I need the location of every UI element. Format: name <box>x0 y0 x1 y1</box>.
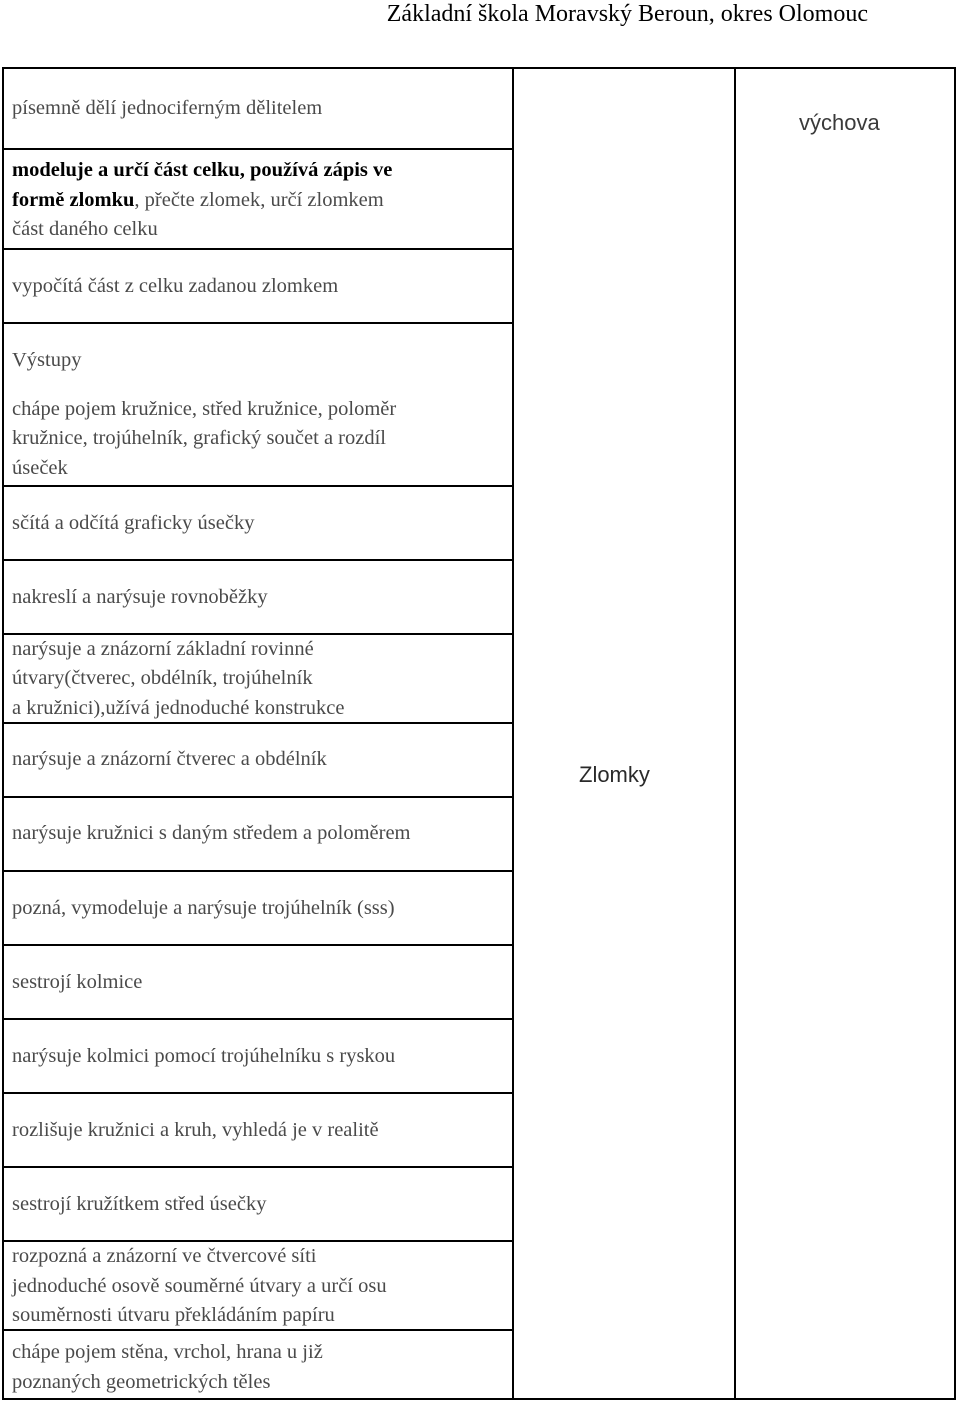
row-divider <box>4 1166 512 1168</box>
subject-label-vychova: výchova <box>799 110 880 135</box>
output-line <box>12 186 507 216</box>
output-cell <box>12 1042 507 1072</box>
output-line: narýsuje kolmici pomocí trojúhelníku s ryskou <box>12 1045 396 1067</box>
row-divider <box>4 944 512 946</box>
output-line: nakreslí a narýsuje rovnoběžky <box>12 586 268 608</box>
output-line: rozpozná a znázorní ve čtvercové síti <box>12 1245 317 1267</box>
row-divider <box>4 559 512 561</box>
output-cell <box>12 272 507 302</box>
topic-label-zlomky: Zlomky <box>579 762 650 787</box>
row-divider <box>4 248 512 250</box>
output-cell <box>12 1116 507 1146</box>
output-line: písemně dělí jednociferným dělitelem <box>12 97 323 119</box>
output-line: narýsuje a znázorní čtverec a obdélník <box>12 748 327 770</box>
row-divider <box>4 870 512 872</box>
output-line: kružnice, trojúhelník, grafický součet a rozdíl <box>12 427 386 449</box>
row-divider <box>4 1092 512 1094</box>
section-heading-vystupy: Výstupy <box>12 349 82 371</box>
output-line: poznaných geometrických těles <box>12 1370 271 1393</box>
output-cell <box>12 583 507 723</box>
output-line-normal-part: , přečte zlomek, určí zlomkem <box>134 188 384 211</box>
output-line: a kružnici),užívá jednoduché konstrukce <box>12 696 345 719</box>
output-line: úseček <box>12 456 68 479</box>
page-header-title: Základní škola Moravský Beroun, okres Olomouc <box>386 1 868 27</box>
row-divider <box>4 796 512 798</box>
output-line: jednoduché osově souměrné útvary a určí osu <box>12 1274 387 1297</box>
output-cell <box>12 1242 507 1331</box>
output-line: narýsuje kružnici s daným středem a poloměrem <box>12 822 411 844</box>
output-cell <box>12 894 507 924</box>
output-line: útvary(čtverec, obdélník, trojúhelník <box>12 667 313 689</box>
output-line: sčítá a odčítá graficky úsečky <box>12 512 255 534</box>
output-line: vypočítá část z celku zadanou zlomkem <box>12 275 339 297</box>
output-line: chápe pojem stěna, vrchol, hrana u již <box>12 1341 323 1363</box>
output-line: pozná, vymodeluje a narýsuje trojúhelník (sss) <box>12 897 395 919</box>
row-divider <box>4 485 512 487</box>
output-cell <box>12 156 507 245</box>
column-divider-1 <box>512 69 514 1398</box>
output-line: sestrojí kolmice <box>12 971 143 993</box>
output-cell <box>12 968 507 998</box>
output-line: sestrojí kružítkem střed úsečky <box>12 1193 267 1215</box>
curriculum-table <box>2 67 956 1400</box>
output-cell <box>12 1338 507 1397</box>
column-divider-2 <box>734 69 736 1398</box>
output-cell <box>12 1190 507 1220</box>
output-line: chápe pojem kružnice, střed kružnice, poloměr <box>12 397 397 420</box>
row-divider <box>4 322 512 324</box>
output-line-bold-part: formě zlomku <box>12 188 135 211</box>
output-line: modeluje a určí část celku, používá zápis ve <box>12 159 393 181</box>
output-line: část daného celku <box>12 218 158 240</box>
output-cell <box>12 94 507 124</box>
output-cell <box>12 819 507 849</box>
row-divider <box>4 148 512 150</box>
output-line: narýsuje a znázorní základní rovinné <box>12 637 314 660</box>
output-line: souměrnosti útvaru překládáním papíru <box>12 1304 335 1326</box>
output-line: rozlišuje kružnici a kruh, vyhledá je v realitě <box>12 1119 379 1141</box>
row-divider <box>4 1018 512 1020</box>
output-cell <box>12 346 507 483</box>
output-cell <box>12 745 507 775</box>
output-cell <box>12 509 507 539</box>
